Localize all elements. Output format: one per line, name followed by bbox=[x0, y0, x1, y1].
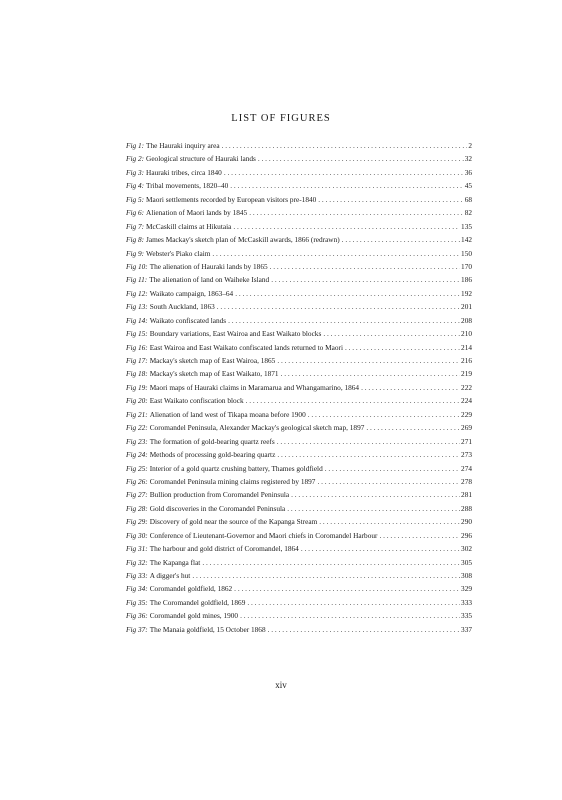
figure-title: The Manaia goldfield, 15 October 1868 bbox=[149, 624, 266, 634]
figure-page-number: 269 bbox=[461, 423, 472, 433]
figure-title: Gold discoveries in the Coromandel Peninsula bbox=[149, 503, 286, 513]
figure-page-number: 296 bbox=[461, 530, 472, 540]
figure-number: Fig 22: bbox=[126, 423, 148, 433]
figure-title: Alienation of Maori lands by 1845 bbox=[146, 208, 248, 218]
figure-number: Fig 13: bbox=[126, 302, 148, 312]
figure-entry bbox=[126, 220, 472, 233]
figure-number: Fig 29: bbox=[126, 517, 148, 527]
figure-entry bbox=[126, 421, 472, 434]
figure-title: The Hauraki inquiry area bbox=[146, 141, 220, 150]
figure-entry bbox=[126, 448, 472, 461]
figure-title: Hauraki tribes, circa 1840 bbox=[146, 167, 222, 177]
figure-number: Fig 21: bbox=[126, 409, 148, 419]
figure-number: Fig 28: bbox=[126, 503, 148, 513]
figure-entry bbox=[126, 314, 472, 327]
figure-entry bbox=[126, 193, 472, 206]
dot-leader bbox=[308, 408, 460, 421]
dot-leader bbox=[271, 273, 460, 286]
figure-title: Methods of processing gold-bearing quartz bbox=[149, 450, 276, 460]
figure-entry bbox=[126, 623, 472, 636]
dot-leader bbox=[366, 421, 460, 434]
figure-entry bbox=[126, 260, 472, 273]
figure-page-number: 192 bbox=[461, 288, 472, 298]
figure-entry bbox=[126, 475, 472, 488]
figure-title: Waikato campaign, 1863–64 bbox=[149, 288, 234, 298]
figure-page-number: 186 bbox=[461, 275, 472, 285]
page-title: LIST OF FIGURES bbox=[231, 113, 331, 124]
figure-page-number: 45 bbox=[464, 181, 472, 191]
dot-leader bbox=[291, 488, 460, 501]
dot-leader bbox=[318, 193, 463, 206]
figure-title: Coromandel Peninsula mining claims registered by 1897 bbox=[149, 476, 316, 486]
figure-title: Geological structure of Hauraki lands bbox=[146, 154, 256, 164]
figure-title: Waikato confiscated lands bbox=[149, 315, 227, 325]
figure-page-number: 210 bbox=[461, 329, 472, 339]
figure-page-number: 288 bbox=[461, 503, 472, 513]
figure-title: Discovery of gold near the source of the Kapanga Stream bbox=[149, 517, 318, 527]
figure-number: Fig 26: bbox=[126, 476, 148, 486]
figure-title: McCaskill claims at Hikutaia bbox=[146, 221, 232, 231]
figure-page-number: 274 bbox=[461, 463, 472, 473]
figure-page-number: 278 bbox=[461, 476, 472, 486]
figure-number: Fig 7: bbox=[126, 221, 145, 231]
figure-entry bbox=[126, 341, 472, 354]
figure-entry bbox=[126, 179, 472, 192]
figure-number: Fig 17: bbox=[126, 356, 148, 365]
figure-page-number: 290 bbox=[461, 517, 472, 527]
figure-number: Fig 32: bbox=[126, 557, 148, 567]
figure-number: Fig 33: bbox=[126, 571, 148, 580]
figure-page-number: 308 bbox=[461, 571, 472, 580]
dot-leader bbox=[342, 233, 460, 246]
dot-leader bbox=[202, 556, 460, 569]
figure-number: Fig 35: bbox=[126, 597, 148, 607]
figure-title: Webster's Piako claim bbox=[146, 248, 211, 258]
figure-entry bbox=[126, 206, 472, 219]
figure-entry bbox=[126, 462, 472, 475]
figure-title: The alienation of land on Waiheke Island bbox=[149, 275, 270, 285]
dot-leader bbox=[270, 260, 460, 273]
figure-number: Fig 14: bbox=[126, 315, 148, 325]
figure-entry bbox=[126, 247, 472, 260]
figure-number: Fig 37: bbox=[126, 624, 148, 634]
figure-entry bbox=[126, 515, 472, 528]
figure-title: South Auckland, 1863 bbox=[149, 302, 215, 312]
figure-entry bbox=[126, 367, 472, 380]
figure-number: Fig 3: bbox=[126, 167, 145, 177]
figure-entry bbox=[126, 287, 472, 300]
figure-page-number: 32 bbox=[464, 154, 472, 164]
figure-page-number: 329 bbox=[461, 584, 472, 594]
figure-entry bbox=[126, 327, 472, 340]
figure-title: Interior of a gold quartz crushing battery, Thames goldfield bbox=[149, 463, 323, 473]
figure-page-number: 201 bbox=[461, 302, 472, 312]
figure-number: Fig 8: bbox=[126, 235, 145, 245]
figure-number: Fig 24: bbox=[126, 450, 148, 460]
figure-number: Fig 12: bbox=[126, 288, 148, 298]
figure-title: East Waikato confiscation block bbox=[149, 396, 244, 406]
figure-page-number: 273 bbox=[461, 450, 472, 460]
figure-page-number: 224 bbox=[461, 396, 472, 406]
figure-number: Fig 34: bbox=[126, 584, 148, 594]
figure-title: Maori maps of Hauraki claims in Maramarua and Whangamarino, 1864 bbox=[149, 382, 360, 392]
figure-page-number: 142 bbox=[461, 235, 472, 245]
figure-page-number: 36 bbox=[464, 167, 472, 177]
dot-leader bbox=[301, 542, 460, 555]
figure-title: Coromandel gold mines, 1900 bbox=[149, 611, 239, 621]
figure-entry bbox=[126, 233, 472, 246]
figure-entry bbox=[126, 502, 472, 515]
figure-title: James Mackay's sketch plan of McCaskill awards, 1866 (redrawn) bbox=[146, 235, 340, 245]
figure-entry bbox=[126, 408, 472, 421]
figure-title: Alienation of land west of Tikapa moana before 1900 bbox=[149, 409, 306, 419]
figure-entry bbox=[126, 529, 472, 542]
figure-title: Tribal movements, 1820–40 bbox=[146, 181, 229, 191]
figure-number: Fig 16: bbox=[126, 342, 148, 352]
figure-number: Fig 18: bbox=[126, 369, 148, 379]
figure-number: Fig 15: bbox=[126, 329, 148, 339]
figure-number: Fig 1: bbox=[126, 141, 145, 150]
figure-number: Fig 30: bbox=[126, 530, 148, 540]
figure-title: Boundary variations, East Wairoa and East Waikato blocks bbox=[149, 329, 322, 339]
figure-entry bbox=[126, 556, 472, 569]
figure-title: The Kapanga flat bbox=[149, 557, 201, 567]
figure-title: Maori settlements recorded by European visitors pre-1840 bbox=[146, 194, 317, 204]
figure-page-number: 216 bbox=[461, 356, 472, 365]
figure-entry bbox=[126, 542, 472, 555]
figure-number: Fig 19: bbox=[126, 382, 148, 392]
dot-leader bbox=[345, 341, 460, 354]
figure-title: East Wairoa and East Waikato confiscated lands returned to Maori bbox=[149, 342, 343, 352]
dot-leader bbox=[247, 596, 460, 609]
dot-leader bbox=[361, 381, 460, 394]
figure-entry bbox=[126, 381, 472, 394]
figure-title: The alienation of Hauraki lands by 1865 bbox=[149, 261, 268, 271]
figure-title: The harbour and gold district of Coromandel, 1864 bbox=[149, 544, 299, 554]
figure-entry bbox=[126, 139, 472, 152]
dot-leader bbox=[230, 179, 463, 192]
figure-entry bbox=[126, 166, 472, 179]
dot-leader bbox=[258, 152, 464, 165]
figure-page-number: 335 bbox=[461, 611, 472, 621]
figure-entry bbox=[126, 354, 472, 367]
figure-number: Fig 36: bbox=[126, 611, 148, 621]
figure-number: Fig 25: bbox=[126, 463, 148, 473]
figure-title: Coromandel Peninsula, Alexander Mackay's geological sketch map, 1897 bbox=[149, 423, 365, 433]
figure-number: Fig 11: bbox=[126, 275, 148, 285]
figure-number: Fig 4: bbox=[126, 181, 145, 191]
figure-number: Fig 23: bbox=[126, 436, 148, 446]
figure-page-number: 208 bbox=[461, 315, 472, 325]
figure-title: Mackay's sketch map of East Waikato, 1871 bbox=[149, 369, 279, 379]
figure-number: Fig 20: bbox=[126, 396, 148, 406]
dot-leader bbox=[249, 206, 464, 219]
dot-leader bbox=[246, 394, 460, 407]
figure-title: The Coromandel goldfield, 1869 bbox=[149, 597, 246, 607]
figure-page-number: 170 bbox=[461, 261, 472, 271]
figure-entry bbox=[126, 394, 472, 407]
figure-page-number: 214 bbox=[461, 342, 472, 352]
figure-page-number: 337 bbox=[461, 624, 472, 634]
dot-leader bbox=[240, 609, 460, 622]
figure-page-number: 271 bbox=[461, 436, 472, 446]
dot-leader bbox=[212, 247, 460, 260]
figure-page-number: 68 bbox=[464, 194, 472, 204]
figure-entry bbox=[126, 273, 472, 286]
figure-entry bbox=[126, 582, 472, 595]
figure-page-number: 150 bbox=[461, 248, 472, 258]
figure-entry bbox=[126, 488, 472, 501]
dot-leader bbox=[323, 327, 460, 340]
dot-leader bbox=[217, 300, 460, 313]
figure-entry bbox=[126, 596, 472, 609]
figure-page-number: 305 bbox=[461, 557, 472, 567]
dot-leader bbox=[325, 462, 460, 475]
dot-leader bbox=[233, 220, 460, 233]
dot-leader bbox=[281, 367, 460, 380]
figure-number: Fig 31: bbox=[126, 544, 148, 554]
dot-leader bbox=[235, 287, 460, 300]
figure-number: Fig 9: bbox=[126, 248, 145, 258]
figure-number: Fig 2: bbox=[126, 154, 145, 164]
figure-title: Conference of Lieutenant-Governor and Maori chiefs in Coromandel Harbour bbox=[149, 530, 378, 540]
figure-page-number: 281 bbox=[461, 490, 472, 500]
figure-number: Fig 5: bbox=[126, 194, 145, 204]
figure-entry bbox=[126, 300, 472, 313]
figure-page-number: 229 bbox=[461, 409, 472, 419]
figure-page-number: 219 bbox=[461, 369, 472, 379]
figure-page-number: 302 bbox=[461, 544, 472, 554]
dot-leader bbox=[277, 354, 460, 367]
page-folio: xiv bbox=[275, 680, 287, 690]
dot-leader bbox=[222, 139, 468, 152]
figure-page-number: 135 bbox=[461, 221, 472, 231]
dot-leader bbox=[277, 448, 460, 461]
figure-entry bbox=[126, 569, 472, 582]
dot-leader bbox=[277, 435, 460, 448]
figure-entry bbox=[126, 435, 472, 448]
figure-title: A digger's hut bbox=[149, 571, 191, 580]
figure-entry bbox=[126, 609, 472, 622]
dot-leader bbox=[287, 502, 460, 515]
figure-page-number: 2 bbox=[468, 141, 472, 150]
figure-list bbox=[126, 139, 472, 636]
dot-leader bbox=[228, 314, 460, 327]
dot-leader bbox=[317, 475, 460, 488]
figure-entry bbox=[126, 152, 472, 165]
dot-leader bbox=[224, 166, 464, 179]
figure-page-number: 82 bbox=[464, 208, 472, 218]
figure-number: Fig 6: bbox=[126, 208, 145, 218]
figure-page-number: 222 bbox=[461, 382, 472, 392]
figure-title: Coromandel goldfield, 1862 bbox=[149, 584, 233, 594]
dot-leader bbox=[379, 529, 460, 542]
figure-number: Fig 27: bbox=[126, 490, 148, 500]
figure-title: Mackay's sketch map of East Wairoa, 1865 bbox=[149, 356, 276, 365]
dot-leader bbox=[268, 623, 460, 636]
figure-number: Fig 10: bbox=[126, 261, 148, 271]
figure-title: Bullion production from Coromandel Peninsula bbox=[149, 490, 290, 500]
dot-leader bbox=[192, 569, 460, 582]
dot-leader bbox=[234, 582, 460, 595]
dot-leader bbox=[319, 515, 460, 528]
figure-title: The formation of gold-bearing quartz reefs bbox=[149, 436, 275, 446]
figure-page-number: 333 bbox=[461, 597, 472, 607]
